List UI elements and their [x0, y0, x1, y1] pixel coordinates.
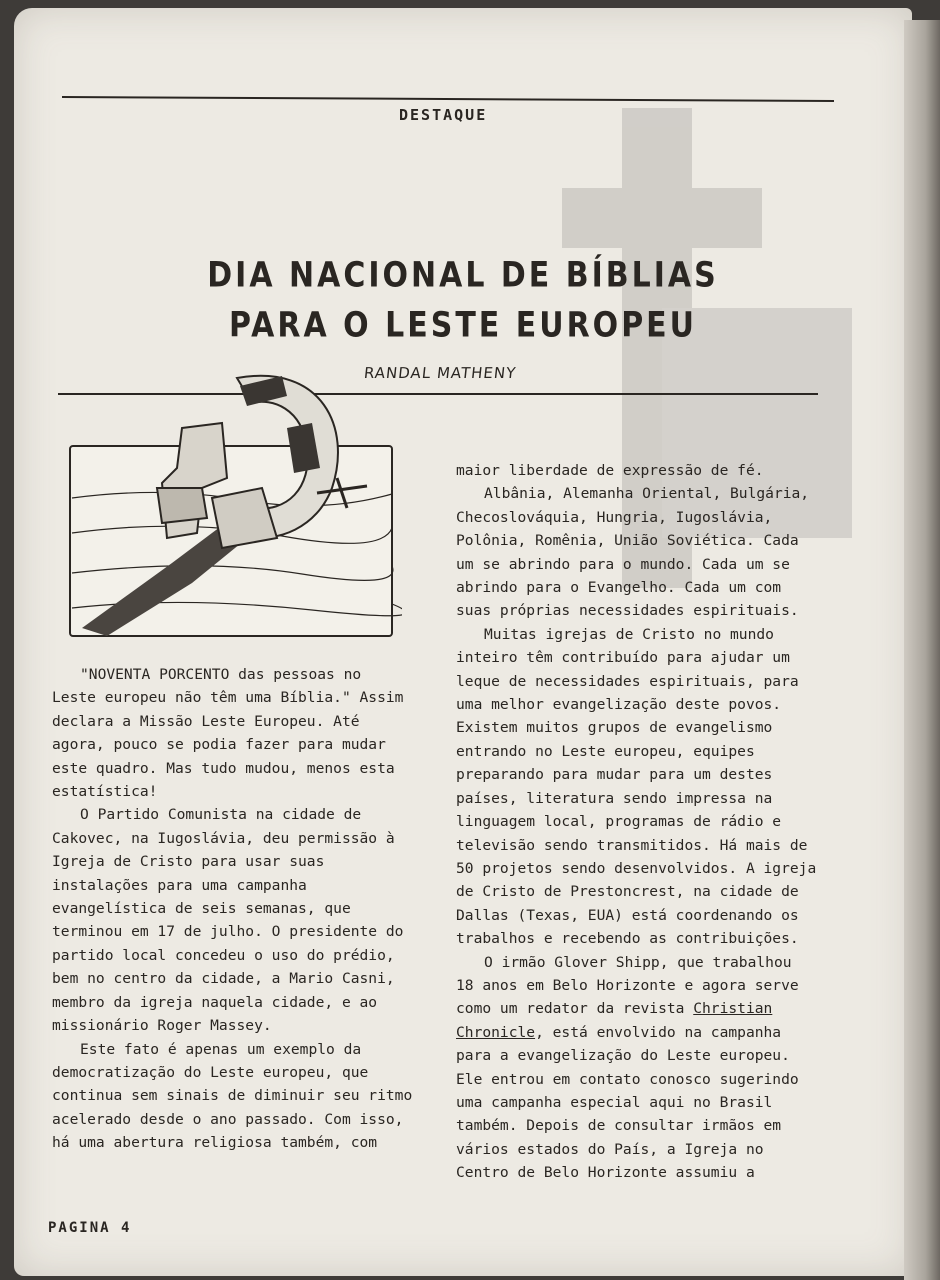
text-line: Cakovec, na Iugoslávia, deu permissão à [52, 829, 395, 847]
text-line: democratização do Leste europeu, que [52, 1063, 369, 1081]
hammer-sickle-broken-illustration [62, 368, 402, 643]
text-line: vários estados do País, a Igreja no [456, 1140, 764, 1158]
text-line: Este fato é apenas um exemplo da [80, 1040, 362, 1058]
text-line: continua sem sinais de diminuir seu ritmo [52, 1087, 413, 1105]
text-line: um se abrindo para o mundo. Cada um se [456, 555, 790, 573]
text-line: Centro de Belo Horizonte assumiu a [456, 1164, 755, 1182]
text-line: uma campanha especial aqui no Brasil [456, 1093, 773, 1111]
article-title-line-2: PARA O LESTE EUROPEU [228, 305, 698, 346]
text-line: Ele entrou em contato conosco sugerindo [456, 1070, 799, 1088]
text-line: evangelística de seis semanas, que [52, 900, 351, 918]
text-line: Polônia, Romênia, União Soviética. Cada [456, 532, 799, 550]
text-line: também. Depois de consultar irmãos em [456, 1117, 782, 1135]
text-fragment: , está envolvido na campanha [535, 1023, 782, 1041]
text-line [456, 997, 816, 1020]
text-line: Leste europeu não têm uma Bíblia." Assim [52, 689, 404, 707]
text-line: Igreja de Cristo para usar suas [52, 853, 325, 871]
text-line [456, 1021, 816, 1044]
text-line: Checoslováquia, Hungria, Iugoslávia, [456, 508, 773, 526]
left-column [52, 663, 412, 1155]
text-line: 18 anos em Belo Horizonte e agora serve [456, 976, 799, 994]
text-line: Albânia, Alemanha Oriental, Bulgária, [484, 485, 810, 503]
text-line: estatística! [52, 783, 158, 801]
publication-name: Chronicle [456, 1023, 536, 1041]
text-line: acelerado desde o ano passado. Com isso, [52, 1110, 404, 1128]
text-line: linguagem local, programas de rádio e [456, 813, 782, 831]
page-number: PAGINA 4 [48, 1220, 132, 1236]
text-line: bem no centro da cidade, a Mario Casni, [52, 970, 395, 988]
text-line: uma melhor evangelização deste povos. [456, 696, 782, 714]
text-line: de Cristo de Prestoncrest, na cidade de [456, 883, 799, 901]
text-line: leque de necessidades espirituais, para [456, 672, 799, 690]
text-line: O irmão Glover Shipp, que trabalhou [484, 953, 792, 971]
publication-name: Christian [693, 1000, 773, 1018]
text-line: partido local concedeu o uso do prédio, [52, 946, 395, 964]
text-line: para a evangelização do Leste europeu. [456, 1047, 790, 1065]
text-line: preparando para mudar para um destes [456, 766, 773, 784]
text-line: há uma abertura religiosa também, com [52, 1134, 378, 1152]
section-label: DESTAQUE [399, 106, 488, 124]
text-line: 50 projetos sendo desenvolvidos. A igreja [456, 859, 817, 877]
text-line: este quadro. Mas tudo mudou, menos esta [52, 759, 395, 777]
text-line: agora, pouco se podia fazer para mudar [52, 736, 386, 754]
text-line: missionário Roger Massey. [52, 1017, 272, 1035]
text-line: maior liberdade de expressão de fé. [456, 462, 764, 479]
text-line: entrando no Leste europeu, equipes [456, 742, 755, 760]
text-line: televisão sendo transmitidos. Há mais de [456, 836, 808, 854]
text-line: países, literatura sendo impressa na [456, 789, 773, 807]
text-line: instalações para uma campanha [52, 876, 307, 894]
magazine-page [14, 8, 912, 1276]
text-line: membro da igreja naquela cidade, e ao [52, 993, 378, 1011]
text-line: Existem muitos grupos de evangelismo [456, 719, 773, 737]
header-rule [62, 96, 834, 102]
right-column [456, 459, 816, 1185]
text-line: inteiro têm contribuído para ajudar um [456, 649, 790, 667]
text-line: abrindo para o Evangelho. Cada um com [456, 579, 782, 597]
text-line: Dallas (Texas, EUA) está coordenando os [456, 906, 799, 924]
text-line: O Partido Comunista na cidade de [80, 806, 362, 824]
text-line: suas próprias necessidades espirituais. [456, 602, 799, 620]
article-author: RANDAL MATHENY [363, 364, 518, 382]
page-edge [904, 20, 940, 1280]
text-line: declara a Missão Leste Europeu. Até [52, 712, 360, 730]
text-line: "NOVENTA PORCENTO das pessoas no [80, 666, 362, 683]
article-title-line-1: DIA NACIONAL DE BÍBLIAS [207, 255, 719, 296]
text-line: trabalhos e recebendo as contribuições. [456, 930, 799, 948]
text-line: terminou em 17 de julho. O presidente do [52, 923, 404, 941]
text-line: Muitas igrejas de Cristo no mundo [484, 625, 774, 643]
text-fragment: como um redator da revista [456, 1000, 694, 1018]
